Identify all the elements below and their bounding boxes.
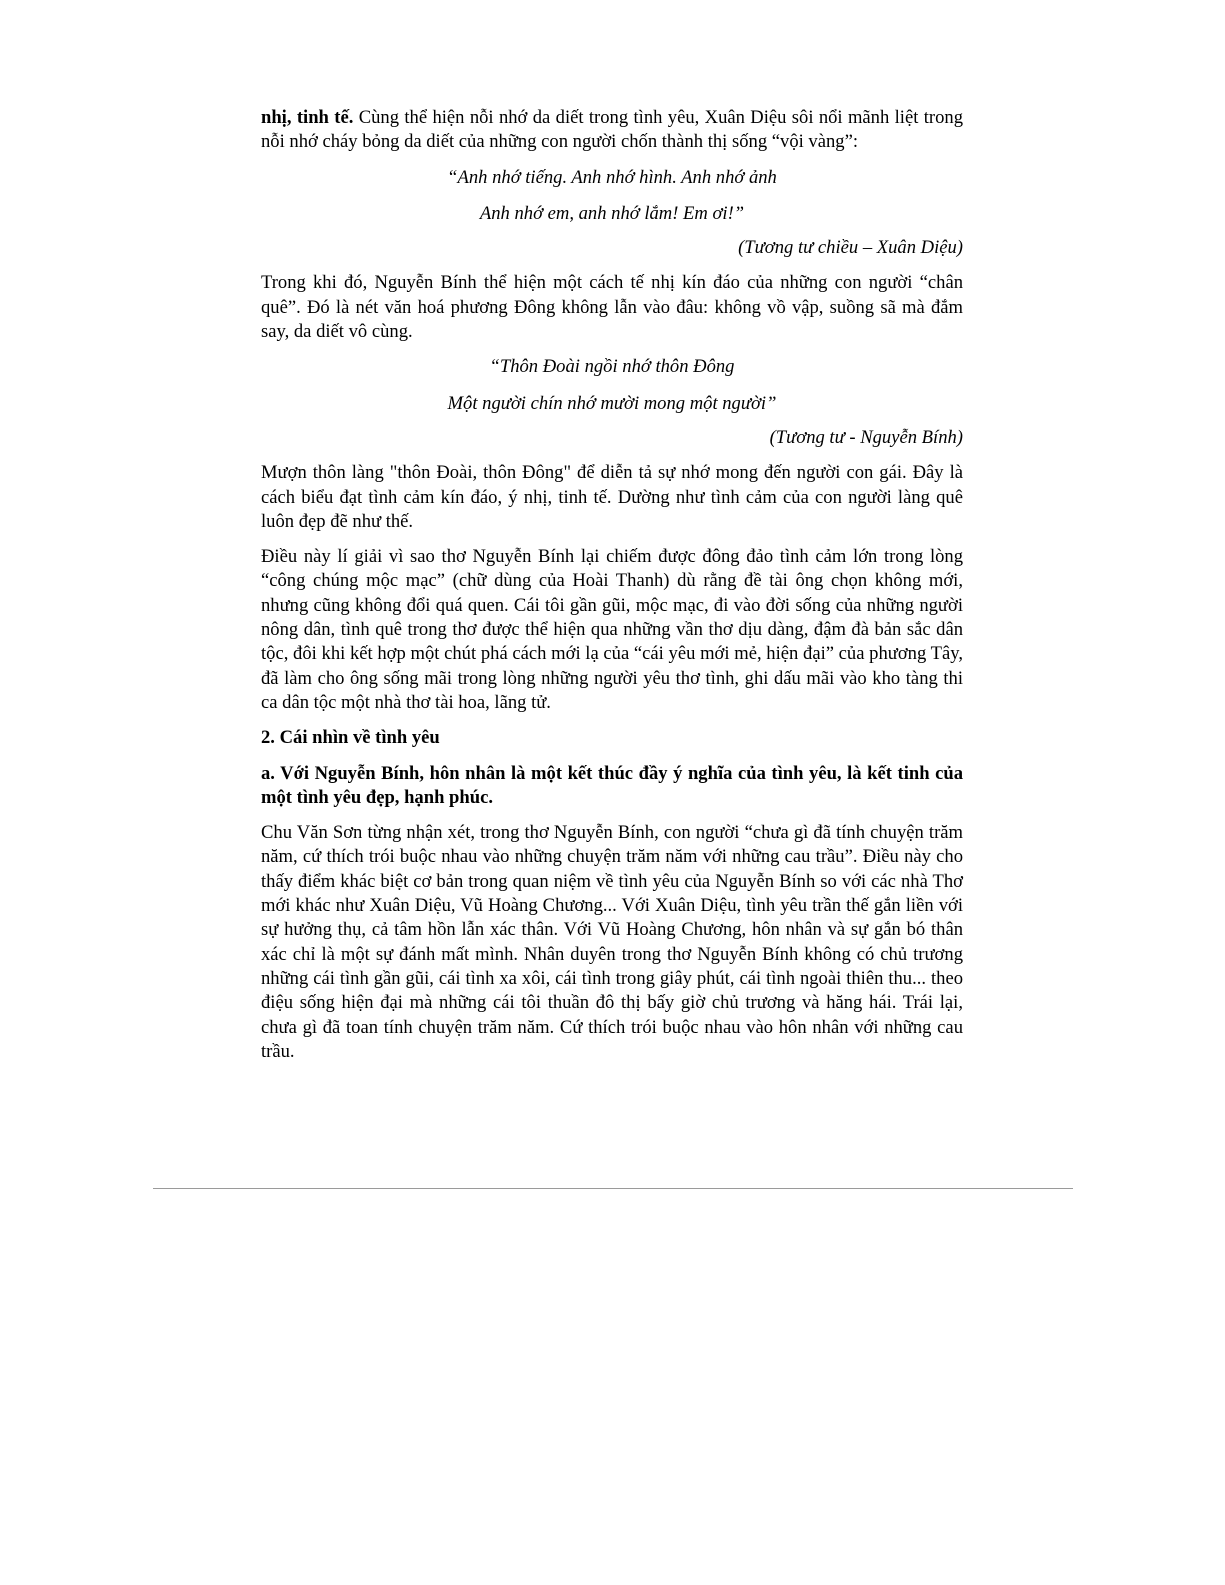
poem2-citation: (Tương tư - Nguyễn Bính) (769, 426, 963, 448)
subsection-heading-2a: a. Với Nguyễn Bính, hôn nhân là một kết thúc đầy ý nghĩa của tình yêu, là kết tinh của một tình yêu đẹp, hạnh phúc. (261, 762, 963, 808)
intro-paragraph (261, 106, 963, 155)
intro-bold-lead: nhị, tinh tế. (261, 107, 354, 128)
poem2-line2: Một người chín nhớ mười mong một người” (447, 392, 777, 414)
page-divider (153, 1188, 1073, 1189)
intro-text: Cùng thể hiện nỗi nhớ da diết trong tình yêu, Xuân Diệu sôi nổi mãnh liệt trong nỗi nhớ cháy bỏng da diết của những con người chốn thành thị sống “vội vàng”: (261, 107, 963, 153)
section-heading-2: 2. Cái nhìn về tình yêu (261, 727, 440, 749)
paragraph-3: Mượn thôn làng "thôn Đoài, thôn Đông" để diễn tả sự nhớ mong đến người con gái. Đây là cách biểu đạt tình cảm kín đáo, ý nhị, tinh tế. Dường như tình cảm của con người làng quê luôn đẹp đẽ như thế. (261, 462, 963, 532)
poem1-line1: “Anh nhớ tiếng. Anh nhớ hình. Anh nhớ ảnh (447, 166, 777, 188)
poem1-line2: Anh nhớ em, anh nhớ lắm! Em ơi!” (479, 202, 745, 224)
paragraph-2: Trong khi đó, Nguyễn Bính thể hiện một cách tế nhị kín đáo của những con người “chân quê”. Đó là nét văn hoá phương Đông không lẫn vào đâu: không vồ vập, suồng sã mà đắm say, da diết vô cùng. (261, 272, 963, 343)
document-page (261, 106, 963, 1075)
paragraph-5: Chu Văn Sơn từng nhận xét, trong thơ Nguyễn Bính, con người “chưa gì đã tính chuyện trăm năm, cứ thích trói buộc nhau vào những chuyện trăm năm với những cau trầu”. Điều này cho thấy điểm khác biệt cơ bản trong quan niệm về tình yêu của Nguyễn Bính so với các nhà Thơ mới khác như Xuân Diệu, Vũ Hoàng Chương... Với Xuân Diệu, tình yêu trần thế gắn liền với sự hưởng thụ, cả tâm hồn lẫn xác thân. Với Vũ Hoàng Chương, hôn nhân và sự gắn bó thân xác chỉ là một sự đánh mất mình. Nhân duyên trong thơ Nguyễn Bính không có chủ trương những cái tình gần gũi, cái tình xa xôi, cái tình trong giây phút, cái tình ngoài thiên thu... theo điệu sống hiện đại mà những cái tôi thuần đô thị bấy giờ chủ trương và hăng hái. Trái lại, chưa gì đã toan tính chuyện trăm năm. Cứ thích trói buộc nhau vào hôn nhân với những cau trầu. (261, 822, 963, 1062)
poem1-citation: (Tương tư chiều – Xuân Diệu) (738, 237, 963, 259)
poem2-line1: “Thôn Đoài ngồi nhớ thôn Đông (489, 356, 735, 378)
paragraph-4: Điều này lí giải vì sao thơ Nguyễn Bính lại chiếm được đông đảo tình cảm lớn trong lòng “công chúng mộc mạc” (chữ dùng của Hoài Thanh) dù rằng đề tài ông chọn không mới, nhưng cũng không đổi quá quen. Cái tôi gần gũi, mộc mạc, đi vào đời sống của những người nông dân, tình quê trong thơ được thể hiện qua những vần thơ dịu dàng, đậm đà bản sắc dân tộc, đôi khi kết hợp một chút phá cách mới lạ của “cái yêu mới mẻ, hiện đại” của phương Tây, đã làm cho ông sống mãi trong lòng những người yêu thơ tình, ghi dấu mãi vào kho tàng thi ca dân tộc một nhà thơ tài hoa, lãng tử. (261, 546, 963, 713)
